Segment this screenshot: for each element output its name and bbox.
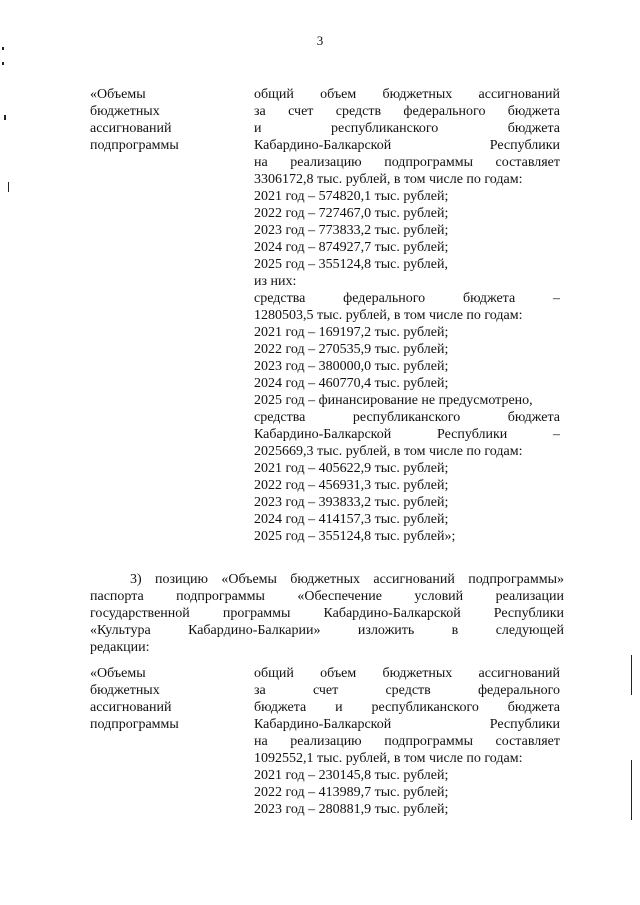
text-line: 2023 год – 380000,0 тыс. рублей; (254, 359, 449, 374)
label-line: ассигнований (90, 700, 172, 715)
text-line: паспорта подпрограммы «Обеспечение условий реализации (90, 589, 564, 604)
text-line: 2022 год – 456931,3 тыс. рублей; (254, 478, 449, 493)
position-content (254, 86, 560, 545)
text-line: 3) позицию «Объемы бюджетных ассигнований подпрограммы» (130, 572, 564, 587)
text-line: 1280503,5 тыс. рублей, в том числе по годам: (254, 308, 523, 323)
text-line: Кабардино-Балкарской Республики (254, 717, 560, 732)
budget-table-block-2 (90, 665, 560, 825)
text-line: 2024 год – 460770,4 тыс. рублей; (254, 376, 449, 391)
text-line: за счет средств федерального бюджета (254, 104, 560, 119)
text-line: 2025 год – финансирование не предусмотрено, (254, 393, 533, 408)
text-line: 2024 год – 874927,7 тыс. рублей; (254, 240, 449, 255)
text-line: 2021 год – 230145,8 тыс. рублей; (254, 768, 449, 783)
text-line: редакции: (90, 640, 150, 655)
text-line: 2025 год – 355124,8 тыс. рублей»; (254, 529, 456, 544)
text-line: на реализацию подпрограммы составляет (254, 155, 560, 170)
text-line: и республиканского бюджета (254, 121, 560, 136)
text-line: 1092552,1 тыс. рублей, в том числе по годам: (254, 751, 523, 766)
text-line: на реализацию подпрограммы составляет (254, 734, 560, 749)
text-line: 2024 год – 414157,3 тыс. рублей; (254, 512, 449, 527)
text-line: 2025 год – 355124,8 тыс. рублей, (254, 257, 448, 272)
text-line: 2023 год – 393833,2 тыс. рублей; (254, 495, 449, 510)
scan-mark (631, 655, 632, 695)
text-line: общий объем бюджетных ассигнований (254, 666, 560, 681)
label-line: «Объемы (90, 87, 146, 102)
position-label (90, 665, 240, 733)
page-number: 3 (316, 33, 324, 48)
scan-mark (4, 115, 6, 120)
label-line: бюджетных (90, 683, 160, 698)
label-line: ассигнований (90, 121, 172, 136)
label-line: «Объемы (90, 666, 146, 681)
text-line: 2021 год – 169197,2 тыс. рублей; (254, 325, 449, 340)
budget-table-block-1 (90, 86, 560, 556)
scan-mark (2, 47, 4, 50)
text-line: 2022 год – 270535,9 тыс. рублей; (254, 342, 449, 357)
text-line: общий объем бюджетных ассигнований (254, 87, 560, 102)
scan-mark (2, 62, 4, 65)
text-line: 2023 год – 773833,2 тыс. рублей; (254, 223, 449, 238)
text-line: 2022 год – 727467,0 тыс. рублей; (254, 206, 449, 221)
text-line: средства федерального бюджета – (254, 291, 560, 306)
text-line: бюджета и республиканского бюджета (254, 700, 560, 715)
text-line: 2022 год – 413989,7 тыс. рублей; (254, 785, 449, 800)
amendment-paragraph (90, 571, 564, 656)
text-line: 2021 год – 405622,9 тыс. рублей; (254, 461, 449, 476)
text-line: Кабардино-Балкарской Республики – (254, 427, 560, 442)
text-line: Кабардино-Балкарской Республики (254, 138, 560, 153)
label-line: подпрограммы (90, 138, 179, 153)
scan-mark (8, 182, 9, 192)
label-line: подпрограммы (90, 717, 179, 732)
scan-mark (631, 760, 632, 820)
text-line: 3306172,8 тыс. рублей, в том числе по годам: (254, 172, 523, 187)
text-line: 2025669,3 тыс. рублей, в том числе по годам: (254, 444, 523, 459)
text-line: 2021 год – 574820,1 тыс. рублей; (254, 189, 449, 204)
position-label (90, 86, 240, 154)
text-line: из них: (254, 274, 297, 289)
text-line: «Культура Кабардино-Балкарии» изложить в следующей (90, 623, 564, 638)
text-line: 2023 год – 280881,9 тыс. рублей; (254, 802, 449, 817)
position-content (254, 665, 560, 818)
text-line: за счет средств федерального (254, 683, 560, 698)
text-line: средства республиканского бюджета (254, 410, 560, 425)
text-line: государственной программы Кабардино-Балкарской Республики (90, 606, 564, 621)
label-line: бюджетных (90, 104, 160, 119)
